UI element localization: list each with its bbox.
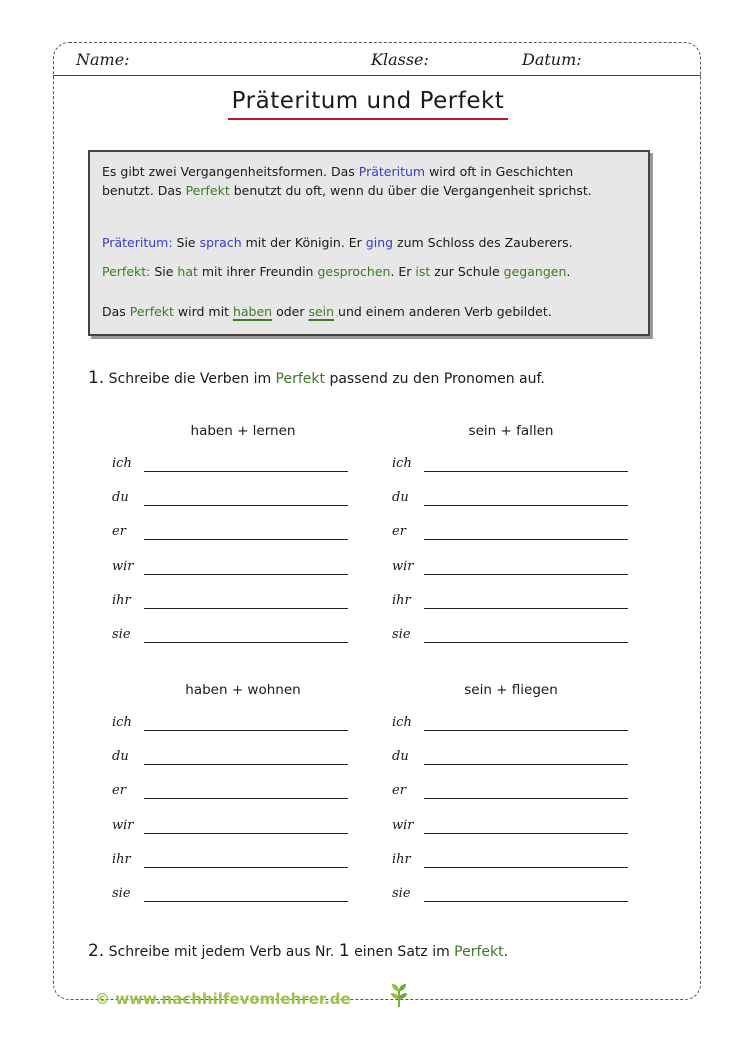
pronoun-label: wir [112,558,134,574]
answer-row [392,783,632,803]
pronoun-label: ihr [392,851,411,867]
answer-line[interactable] [144,642,348,643]
pronoun-label: er [392,524,406,540]
answer-line[interactable] [144,539,348,540]
answer-row [112,852,352,872]
pronoun-label: er [112,783,126,799]
answer-line[interactable] [144,608,348,609]
example-praeteritum: Präteritum: Sie sprach mit der Königin. Er ging zum Schloss des Zauberers. [102,235,573,250]
answer-line[interactable] [424,471,628,472]
word-sein: sein [308,304,335,319]
info-box [88,150,650,336]
label-perfekt: Perfekt: [102,264,151,279]
pronoun-label: du [112,749,129,765]
worksheet-title: Präteritum und Perfekt [228,88,509,120]
pronoun-label: er [392,783,406,799]
answer-row [112,715,352,735]
task-1: 1. Schreibe die Verben im Perfekt passend zu den Pronomen auf. [88,368,545,388]
example-perfekt: Perfekt: Sie hat mit ihrer Freundin gesprochen. Er ist zur Schule gegangen. [102,264,571,279]
answer-line[interactable] [424,730,628,731]
info-line-2: benutzt. Das Perfekt benutzt du oft, wenn du über die Vergangenheit sprichst. [102,183,592,198]
answer-row [392,524,632,544]
word-haben: haben [232,304,273,319]
pronoun-label: ich [392,456,412,471]
pronoun-label: du [392,749,409,765]
answer-line[interactable] [424,608,628,609]
group-heading: sein + fallen [468,423,554,439]
answer-row [112,783,352,803]
answer-row [392,593,632,613]
group-heading: haben + wohnen [185,682,301,698]
pronoun-label: ich [112,456,132,471]
answer-line[interactable] [144,901,348,902]
pronoun-label: ihr [112,592,131,608]
answer-row [392,490,632,510]
answer-row [112,559,352,579]
answer-line[interactable] [144,764,348,765]
answer-line[interactable] [144,574,348,575]
answer-line[interactable] [424,833,628,834]
task-2-number: 2. [88,941,105,961]
answer-row [392,627,632,647]
pronoun-label: wir [392,558,414,574]
answer-row [392,818,632,838]
answer-row [392,886,632,906]
answer-line[interactable] [424,867,628,868]
info-line-1: Es gibt zwei Vergangenheitsformen. Das Präteritum wird oft in Geschichten [102,164,574,179]
pronoun-label: sie [112,886,131,901]
answer-line[interactable] [424,798,628,799]
task-1-number: 1. [88,368,105,388]
pronoun-label: ich [112,715,132,730]
answer-row [112,749,352,769]
pronoun-label: wir [392,817,414,833]
date-label: Datum: [522,50,582,69]
answer-row [392,749,632,769]
answer-row [112,886,352,906]
pronoun-label: du [392,490,409,506]
pronoun-label: ihr [112,851,131,867]
pronoun-label: du [112,490,129,506]
answer-row [112,818,352,838]
answer-line[interactable] [424,642,628,643]
group-heading: haben + lernen [190,423,296,439]
task-2: 2. Schreibe mit jedem Verb aus Nr. 1 einen Satz im Perfekt. [88,941,509,961]
answer-line[interactable] [424,574,628,575]
leaf-icon [388,982,410,1012]
pronoun-label: er [112,524,126,540]
rule-sentence: Das Perfekt wird mit haben oder sein und einem anderen Verb gebildet. [102,304,552,319]
answer-line[interactable] [144,867,348,868]
pronoun-label: wir [112,817,134,833]
pronoun-label: ihr [392,592,411,608]
pronoun-label: sie [112,627,131,642]
answer-row [112,593,352,613]
answer-row [392,456,632,476]
answer-line[interactable] [424,505,628,506]
answer-row [112,490,352,510]
footer-copyright: © www.nachhilfevomlehrer.de [95,990,351,1008]
answer-line[interactable] [144,505,348,506]
answer-line[interactable] [144,833,348,834]
header-divider [53,75,701,76]
worksheet-title-wrap [0,88,736,120]
answer-row [392,715,632,735]
name-label: Name: [76,50,130,69]
answer-line[interactable] [144,798,348,799]
pronoun-label: sie [392,627,411,642]
pronoun-label: ich [392,715,412,730]
pronoun-label: sie [392,886,411,901]
answer-line[interactable] [144,471,348,472]
term-praeteritum: Präteritum [358,164,426,179]
class-label: Klasse: [371,50,429,69]
answer-line[interactable] [424,901,628,902]
answer-row [112,524,352,544]
group-heading: sein + fliegen [464,682,558,698]
answer-line[interactable] [424,764,628,765]
answer-row [392,852,632,872]
answer-row [392,559,632,579]
label-praeteritum: Präteritum: [102,235,173,250]
answer-line[interactable] [424,539,628,540]
term-perfekt: Perfekt [185,183,230,198]
answer-line[interactable] [144,730,348,731]
answer-row [112,627,352,647]
answer-row [112,456,352,476]
